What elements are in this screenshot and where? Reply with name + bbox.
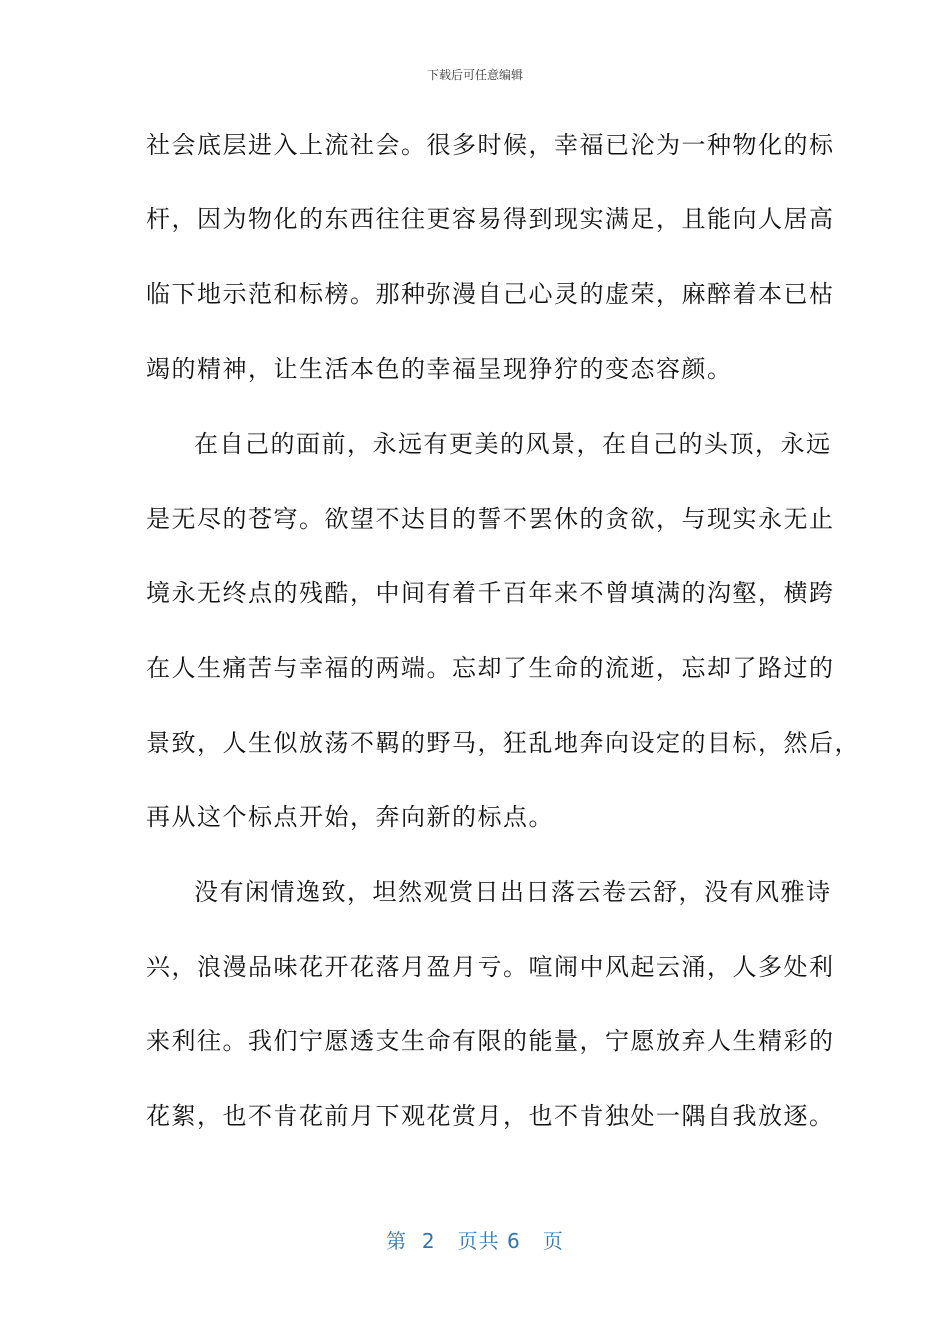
- body-text-line: 在自己的面前，永远有更美的风景，在自己的头顶，永远: [194, 430, 832, 458]
- body-text-line: 兴，浪漫品味花开花落月盈月亏。喧闹中风起云涌，人多处利: [146, 953, 835, 981]
- body-text-line: 杆，因为物化的东西往往更容易得到现实满足，且能向人居高: [146, 205, 835, 233]
- body-text-line: 景致，人生似放荡不羁的野马，狂乱地奔向设定的目标，然后，: [146, 729, 860, 757]
- page-number-footer: 第 2 页共 6 页: [386, 1229, 564, 1253]
- body-text-line: 社会底层进入上流社会。很多时候，幸福已沦为一种物化的标: [146, 131, 835, 159]
- body-text-line: 在人生痛苦与幸福的两端。忘却了生命的流逝，忘却了路过的: [146, 654, 835, 682]
- body-text-line: 没有闲情逸致，坦然观赏日出日落云卷云舒，没有风雅诗: [194, 878, 832, 906]
- body-text-line: 再从这个标点开始，奔向新的标点。: [146, 803, 554, 831]
- body-text-line: 来利往。我们宁愿透支生命有限的能量，宁愿放弃人生精彩的: [146, 1027, 835, 1055]
- body-text-line: 是无尽的苍穹。欲望不达目的誓不罢休的贪欲，与现实永无止: [146, 505, 835, 533]
- body-text-line: 境永无终点的残酷，中间有着千百年来不曾填满的沟壑，横跨: [146, 579, 835, 607]
- body-text-line: 花絮，也不肯花前月下观花赏月，也不肯独处一隅自我放逐。: [146, 1102, 835, 1130]
- body-text-line: 竭的精神，让生活本色的幸福呈现狰狞的变态容颜。: [146, 355, 733, 383]
- body-text-line: 临下地示范和标榜。那种弥漫自己心灵的虚荣，麻醉着本已枯: [146, 280, 835, 308]
- page-header: 下载后可任意编辑: [426, 68, 523, 82]
